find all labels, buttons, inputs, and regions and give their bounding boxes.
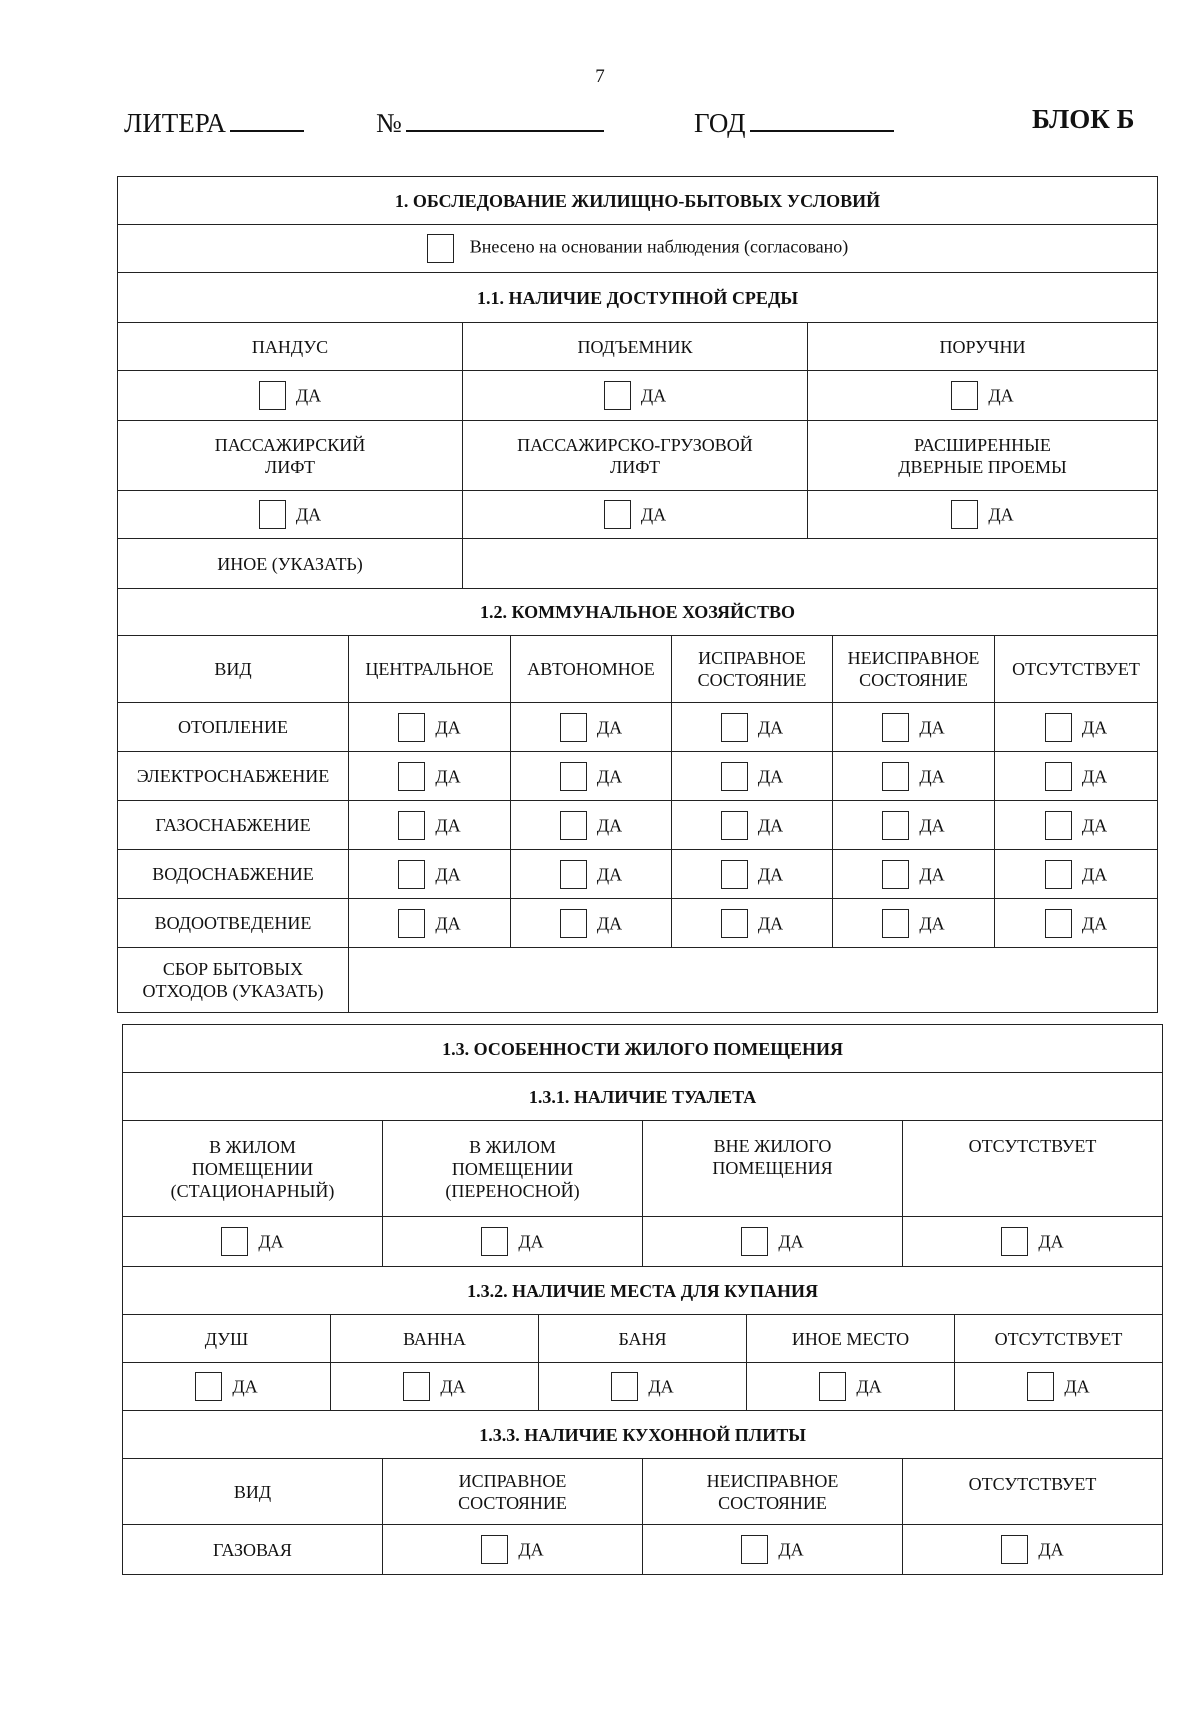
section-1-2-title: 1.2. КОММУНАЛЬНОЕ ХОЗЯЙСТВО	[118, 589, 1158, 636]
yes-label: ДА	[1038, 1539, 1064, 1560]
bath-absent-label: ОТСУТСТВУЕТ	[955, 1315, 1163, 1363]
other-input[interactable]	[463, 539, 1158, 589]
yes-label: ДА	[295, 385, 322, 406]
col-faulty-l1: НЕИСПРАВНОЕ	[847, 648, 980, 668]
cargo-lift-label	[463, 421, 808, 491]
electricity-central-checkbox[interactable]	[398, 762, 425, 791]
yes-label: ДА	[919, 717, 945, 737]
toilet-indoor-fixed-checkbox[interactable]	[221, 1227, 248, 1256]
col-working-l2: СОСТОЯНИЕ	[697, 670, 807, 690]
toilet-indoor-portable-checkbox[interactable]	[481, 1227, 508, 1256]
ramp-label: ПАНДУС	[118, 323, 463, 371]
wide-doors-l1: РАСШИРЕННЫЕ	[914, 434, 1051, 455]
yes-label: ДА	[435, 815, 461, 835]
section-1-3-2-title: 1.3.2. НАЛИЧИЕ МЕСТА ДЛЯ КУПАНИЯ	[123, 1267, 1163, 1315]
gas-autonomous-checkbox[interactable]	[560, 811, 587, 840]
stove-gas-label: ГАЗОВАЯ	[123, 1525, 383, 1575]
block-label: БЛОК Б	[1032, 104, 1135, 134]
yes-label: ДА	[778, 1231, 804, 1252]
yes-label: ДА	[757, 864, 784, 884]
stove-col-working	[383, 1459, 643, 1525]
heating-autonomous-checkbox[interactable]	[560, 713, 587, 742]
passenger-lift-l2: ЛИФТ	[265, 456, 315, 477]
stove-gas-working-checkbox[interactable]	[481, 1535, 508, 1564]
table-row	[118, 752, 1158, 801]
col-autonomous: АВТОНОМНОЕ	[511, 636, 672, 703]
handrails-label: ПОРУЧНИ	[808, 323, 1158, 371]
electricity-working-checkbox[interactable]	[721, 762, 748, 791]
accessibility-table	[117, 176, 1158, 589]
utilities-table	[117, 588, 1158, 1013]
bath-tub-label: ВАННА	[331, 1315, 539, 1363]
drainage-working-checkbox[interactable]	[721, 909, 748, 938]
yes-label: ДА	[856, 1376, 882, 1397]
yes-label: ДА	[757, 913, 784, 933]
toilet-c2-l3: (ПЕРЕНОСНОЙ)	[445, 1180, 580, 1201]
yes-label: ДА	[988, 385, 1014, 406]
water-absent-checkbox[interactable]	[1045, 860, 1072, 889]
col-working-l1: ИСПРАВНОЕ	[698, 648, 806, 668]
housing-table	[122, 1024, 1163, 1575]
handrails-checkbox[interactable]	[951, 381, 978, 410]
table-row	[118, 703, 1158, 752]
litera-label: ЛИТЕРА	[124, 108, 226, 138]
waste-l1: СБОР БЫТОВЫХ	[162, 959, 304, 979]
yes-label: ДА	[295, 504, 322, 525]
toilet-c1-l2: ПОМЕЩЕНИИ	[191, 1158, 314, 1179]
number-label: №	[376, 108, 402, 138]
toilet-indoor-fixed-label	[123, 1121, 383, 1217]
stove-gas-absent-checkbox[interactable]	[1001, 1535, 1028, 1564]
section-1-3-3-title: 1.3.3. НАЛИЧИЕ КУХОННОЙ ПЛИТЫ	[123, 1411, 1163, 1459]
wide-doors-checkbox[interactable]	[951, 500, 978, 529]
other-label: ИНОЕ (УКАЗАТЬ)	[118, 539, 463, 589]
litera-input-line[interactable]	[230, 104, 304, 132]
stove-col-vid: ВИД	[123, 1459, 383, 1525]
yes-label: ДА	[596, 766, 623, 786]
yes-label: ДА	[1038, 1231, 1064, 1252]
yes-label: ДА	[518, 1539, 544, 1560]
yes-label: ДА	[518, 1231, 544, 1252]
gas-central-checkbox[interactable]	[398, 811, 425, 840]
toilet-c2-l1: В ЖИЛОМ	[469, 1136, 556, 1157]
yes-label: ДА	[919, 864, 945, 884]
yes-label: ДА	[596, 717, 623, 737]
toilet-c3-l2: ПОМЕЩЕНИЯ	[712, 1158, 833, 1178]
observation-checkbox[interactable]	[427, 234, 454, 263]
yes-label: ДА	[919, 913, 945, 933]
handrails-cell	[808, 371, 1158, 421]
section-1-1-title: 1.1. НАЛИЧИЕ ДОСТУПНОЙ СРЕДЫ	[118, 273, 1158, 323]
toilet-absent-label: ОТСУТСТВУЕТ	[903, 1121, 1163, 1217]
table-row	[118, 850, 1158, 899]
passenger-lift-label	[118, 421, 463, 491]
number-input-line[interactable]	[406, 104, 604, 132]
yes-label: ДА	[435, 717, 461, 737]
row-gas-label: ГАЗОСНАБЖЕНИЕ	[118, 801, 349, 850]
yes-label: ДА	[596, 815, 623, 835]
yes-label: ДА	[778, 1539, 804, 1560]
yes-label: ДА	[435, 913, 461, 933]
yes-label: ДА	[1081, 913, 1108, 933]
drainage-autonomous-checkbox[interactable]	[560, 909, 587, 938]
yes-label: ДА	[757, 815, 784, 835]
year-label: ГОД	[694, 108, 746, 138]
heating-faulty-checkbox[interactable]	[882, 713, 909, 742]
wide-doors-cell	[808, 491, 1158, 539]
litera-field	[124, 104, 304, 139]
waste-l2: ОТХОДОВ (УКАЗАТЬ)	[142, 981, 324, 1001]
col-vid: ВИД	[118, 636, 349, 703]
bath-other-label: ИНОЕ МЕСТО	[747, 1315, 955, 1363]
stove-gas-faulty-checkbox[interactable]	[741, 1535, 768, 1564]
passenger-lift-checkbox[interactable]	[259, 500, 286, 529]
bath-other-checkbox[interactable]	[819, 1372, 846, 1401]
yes-label: ДА	[919, 766, 945, 786]
number-field	[376, 104, 604, 139]
gas-working-checkbox[interactable]	[721, 811, 748, 840]
year-input-line[interactable]	[750, 104, 894, 132]
drainage-absent-checkbox[interactable]	[1045, 909, 1072, 938]
stove-col-faulty-l2: СОСТОЯНИЕ	[718, 1492, 827, 1513]
stove-col-absent: ОТСУТСТВУЕТ	[903, 1459, 1163, 1525]
yes-label: ДА	[1081, 766, 1108, 786]
wide-doors-l2: ДВЕРНЫЕ ПРОЕМЫ	[898, 456, 1067, 477]
col-absent: ОТСУТСТВУЕТ	[995, 636, 1158, 703]
bath-sauna-checkbox[interactable]	[611, 1372, 638, 1401]
lift-label: ПОДЪЕМНИК	[463, 323, 808, 371]
toilet-outdoor-label	[643, 1121, 903, 1217]
yes-label: ДА	[232, 1376, 258, 1397]
observation-note: Внесено на основании наблюдения (согласовано)	[469, 236, 849, 257]
yes-label: ДА	[988, 504, 1014, 525]
water-faulty-checkbox[interactable]	[882, 860, 909, 889]
toilet-indoor-portable-label	[383, 1121, 643, 1217]
stove-col-working-l2: СОСТОЯНИЕ	[458, 1492, 567, 1513]
toilet-absent-checkbox[interactable]	[1001, 1227, 1028, 1256]
col-faulty-l2: СОСТОЯНИЕ	[859, 670, 968, 690]
yes-label: ДА	[648, 1376, 674, 1397]
cargo-lift-cell	[463, 491, 808, 539]
electricity-faulty-checkbox[interactable]	[882, 762, 909, 791]
table-row	[123, 1525, 1163, 1575]
yes-label: ДА	[440, 1376, 466, 1397]
row-electricity-label: ЭЛЕКТРОСНАБЖЕНИЕ	[118, 752, 349, 801]
gas-faulty-checkbox[interactable]	[882, 811, 909, 840]
passenger-lift-cell	[118, 491, 463, 539]
lift-checkbox[interactable]	[604, 381, 631, 410]
electricity-autonomous-checkbox[interactable]	[560, 762, 587, 791]
yes-label: ДА	[1064, 1376, 1090, 1397]
yes-label: ДА	[640, 385, 667, 406]
yes-label: ДА	[1081, 717, 1108, 737]
toilet-outdoor-checkbox[interactable]	[741, 1227, 768, 1256]
toilet-c1-l3: (СТАЦИОНАРНЫЙ)	[170, 1180, 335, 1201]
section-1-3-1-title: 1.3.1. НАЛИЧИЕ ТУАЛЕТА	[123, 1073, 1163, 1121]
yes-label: ДА	[640, 504, 667, 525]
heating-central-checkbox[interactable]	[398, 713, 425, 742]
row-drainage-label: ВОДООТВЕДЕНИЕ	[118, 899, 349, 948]
bath-tub-checkbox[interactable]	[403, 1372, 430, 1401]
section-1-title: 1. ОБСЛЕДОВАНИЕ ЖИЛИЩНО-БЫТОВЫХ УСЛОВИЙ	[118, 177, 1158, 225]
waste-label	[118, 948, 349, 1013]
stove-col-faulty	[643, 1459, 903, 1525]
stove-col-working-l1: ИСПРАВНОЕ	[458, 1470, 567, 1491]
yes-label: ДА	[258, 1231, 284, 1252]
row-water-label: ВОДОСНАБЖЕНИЕ	[118, 850, 349, 899]
drainage-central-checkbox[interactable]	[398, 909, 425, 938]
col-faulty	[833, 636, 995, 703]
water-autonomous-checkbox[interactable]	[560, 860, 587, 889]
page-number: 7	[595, 66, 605, 87]
waste-input[interactable]	[349, 948, 1158, 1013]
toilet-c1-l1: В ЖИЛОМ	[209, 1136, 296, 1157]
toilet-c2-l2: ПОМЕЩЕНИИ	[451, 1158, 574, 1179]
stove-col-faulty-l1: НЕИСПРАВНОЕ	[706, 1470, 839, 1491]
water-central-checkbox[interactable]	[398, 860, 425, 889]
cargo-lift-checkbox[interactable]	[604, 500, 631, 529]
bath-shower-checkbox[interactable]	[195, 1372, 222, 1401]
yes-label: ДА	[1081, 864, 1108, 884]
yes-label: ДА	[757, 717, 784, 737]
yes-label: ДА	[757, 766, 784, 786]
bath-shower-label: ДУШ	[123, 1315, 331, 1363]
yes-label: ДА	[435, 766, 461, 786]
electricity-absent-checkbox[interactable]	[1045, 762, 1072, 791]
heating-absent-checkbox[interactable]	[1045, 713, 1072, 742]
row-heating-label: ОТОПЛЕНИЕ	[118, 703, 349, 752]
observation-row	[118, 225, 1158, 273]
yes-label: ДА	[919, 815, 945, 835]
ramp-checkbox[interactable]	[259, 381, 286, 410]
bath-sauna-label: БАНЯ	[539, 1315, 747, 1363]
yes-label: ДА	[596, 913, 623, 933]
bath-absent-checkbox[interactable]	[1027, 1372, 1054, 1401]
yes-label: ДА	[596, 864, 623, 884]
table-row	[118, 899, 1158, 948]
col-working	[672, 636, 833, 703]
section-1-3-title: 1.3. ОСОБЕННОСТИ ЖИЛОГО ПОМЕЩЕНИЯ	[123, 1025, 1163, 1073]
yes-label: ДА	[1081, 815, 1108, 835]
year-field	[694, 104, 894, 139]
yes-label: ДА	[435, 864, 461, 884]
water-working-checkbox[interactable]	[721, 860, 748, 889]
gas-absent-checkbox[interactable]	[1045, 811, 1072, 840]
lift-cell	[463, 371, 808, 421]
toilet-c3-l1: ВНЕ ЖИЛОГО	[713, 1136, 832, 1156]
cargo-lift-l1: ПАССАЖИРСКО-ГРУЗОВОЙ	[517, 434, 753, 455]
wide-doors-label	[808, 421, 1158, 491]
drainage-faulty-checkbox[interactable]	[882, 909, 909, 938]
col-central: ЦЕНТРАЛЬНОЕ	[349, 636, 511, 703]
table-row	[118, 801, 1158, 850]
heating-working-checkbox[interactable]	[721, 713, 748, 742]
cargo-lift-l2: ЛИФТ	[610, 456, 660, 477]
passenger-lift-l1: ПАССАЖИРСКИЙ	[214, 434, 366, 455]
ramp-cell	[118, 371, 463, 421]
